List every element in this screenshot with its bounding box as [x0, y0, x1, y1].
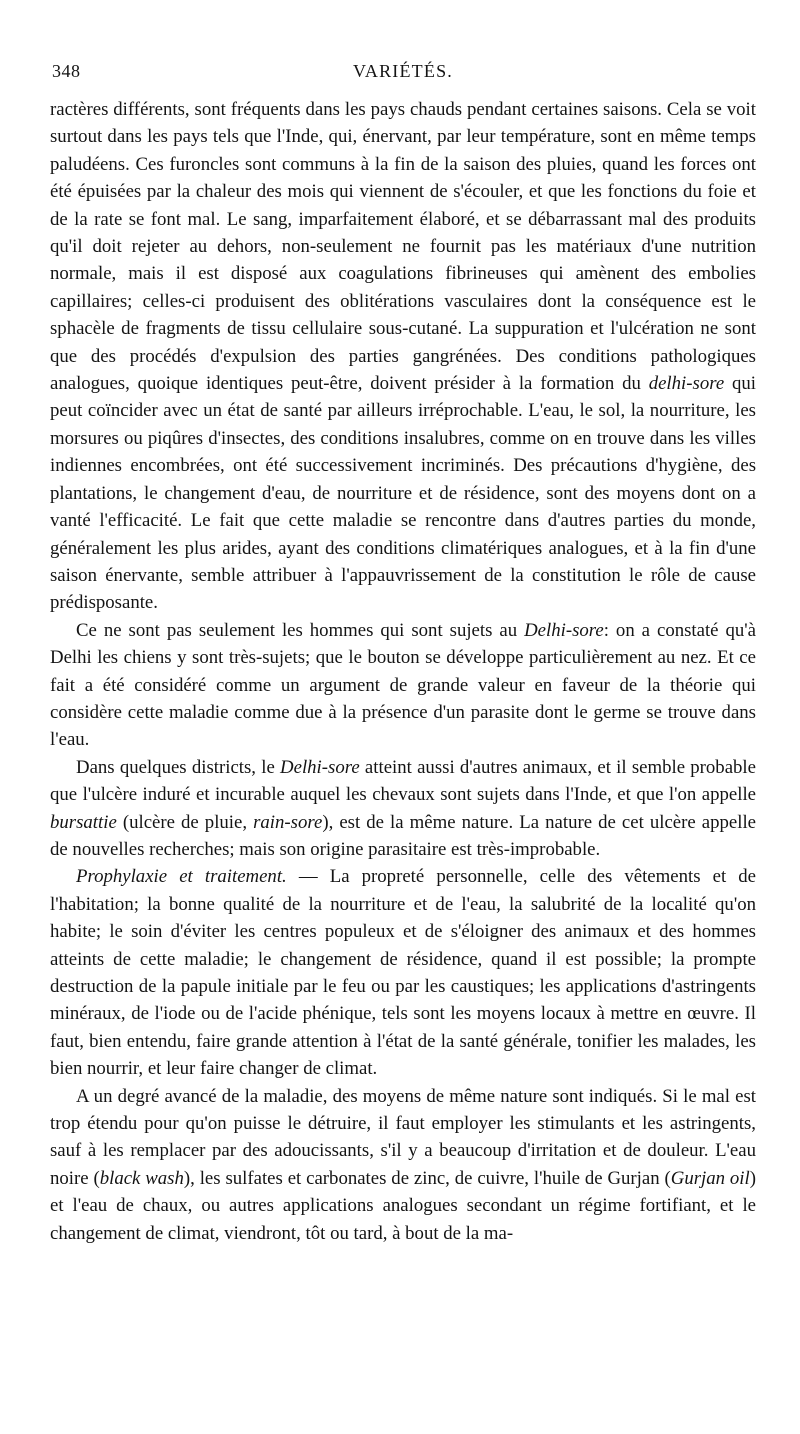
- italic-text: Gurjan oil: [670, 1167, 750, 1189]
- text-run: ), les sulfates et carbonates de zinc, de cuivre, l'huile de Gurjan (: [183, 1167, 671, 1189]
- italic-text: Prophylaxie et traitement.: [76, 866, 287, 888]
- paragraph-prophylaxis: [50, 863, 756, 1082]
- text-run: qui peut coïncider avec un état de santé par ailleurs irréprochable. L'eau, le sol, la nourriture, les morsures ou piqûres d'insectes, des conditions insalubres, comme on en trouve dans les villes indiennes encombrées, ont été successivement incriminés. Des précautions d'hygiène, des plantations, le changement d'eau, de nourriture et de résidence, sont des moyens dont on a vanté l'efficacité. Le fait que cette maladie se rencontre dans d'autres parties du monde, généralement les plus arides, ayant des conditions climatériques analogues, et à la fin d'une saison énervante, semble attribuer à l'appauvrissement de la constitution le rôle de cause prédisposante.: [50, 373, 756, 614]
- paragraph-animals: [50, 754, 756, 864]
- italic-text: bursattie: [50, 811, 117, 833]
- paragraph-advanced-treatment: [50, 1083, 756, 1247]
- italic-text: rain-sore: [253, 811, 323, 833]
- book-page: [50, 58, 756, 1418]
- paragraph-continuation: [50, 96, 756, 617]
- paragraph-dogs: [50, 617, 756, 754]
- text-run: ) et l'eau de chaux, ou autres applications analogues secondant un régime fortifiant, et le changement de climat, viendront, tôt ou tard, à bout de la ma-: [50, 1167, 756, 1244]
- italic-text: black wash: [99, 1167, 184, 1189]
- italic-text: Delhi-sore: [524, 619, 604, 641]
- text-run: ), est de la même nature. La nature de cet ulcère appelle de nouvelles recherches; mais son origine parasitaire est très-improbable.: [50, 811, 756, 860]
- text-run: (ulcère de pluie,: [116, 811, 254, 833]
- text-run: Dans quelques districts, le: [76, 756, 281, 778]
- text-run: A un degré avancé de la maladie, des moyens de même nature sont indiqués. Si le mal est trop étendu pour qu'on puisse le détruire, il faut employer les stimulants et les astringents, sauf à les remplacer par des adoucissants, s'il y a beaucoup d'irritation et de douleur. L'eau noire (: [50, 1085, 756, 1189]
- page-number: 348: [52, 61, 81, 81]
- page-header: [50, 58, 756, 92]
- italic-text: delhi-sore: [648, 373, 725, 395]
- text-run: Ce ne sont pas seulement les hommes qui sont sujets au: [76, 619, 525, 641]
- text-run: — La propreté personnelle, celle des vêtements et de l'habitation; la bonne qualité de la nourriture et de l'eau, la salubrité de la localité qu'on habite; le soin d'éviter les centres populeux et de s'éloigner des animaux et des hommes atteints de cette maladie; le changement de résidence, quand il est possible; la prompte destruction de la papule initiale par le feu ou par les caustiques; les applications d'astringents minéraux, de l'iode ou de l'acide phénique, tels sont les moyens locaux à mettre en œuvre. Il faut, bien entendu, faire grande attention à l'état de la santé générale, tonifier les malades, les bien nourrir, et leur faire changer de climat.: [50, 866, 756, 1080]
- text-run: ractères différents, sont fréquents dans les pays chauds pendant certaines saisons. Cela se voit surtout dans les pays tels que l'Inde, qui, énervant, par leur température, sont en même temps paludéens. Ces furoncles sont communs à la fin de la saison des pluies, quand les forces ont été épuisées par la chaleur des mois qui viennent de s'écouler, et que les fonctions du foie et de la rate se font mal. Le sang, imparfaitement élaboré, et se débarrassant mal des produits qu'il doit rejeter au dehors, non-seulement ne fournit pas les matériaux d'une nutrition normale, mais il est disposé aux coagulations fibrineuses qui amènent des embolies capillaires; celles-ci produisent des oblitérations vasculaires dont la conséquence est le sphacèle de fragments de tissu cellulaire sous-cutané. La suppuration et l'ulcération ne sont que des procédés d'expulsion des parties gangrénées. Des conditions pathologiques analogues, quoique identiques peut-être, doivent présider à la formation du: [50, 99, 756, 395]
- running-title: VARIÉTÉS.: [353, 61, 453, 81]
- italic-text: Delhi-sore: [280, 756, 360, 778]
- text-run: atteint aussi d'autres animaux, et il semble probable que l'ulcère induré et incurable auquel les chevaux sont sujets dans l'Inde, et que l'on appelle: [50, 756, 756, 806]
- text-run: : on a constaté qu'à Delhi les chiens y sont très-sujets; que le bouton se développe particulièrement au nez. Et ce fait a été considéré comme un argument de grande valeur en faveur de la théorie qui considère cette maladie comme due à la présence d'un parasite dont le germe se trouve dans l'eau.: [50, 619, 756, 751]
